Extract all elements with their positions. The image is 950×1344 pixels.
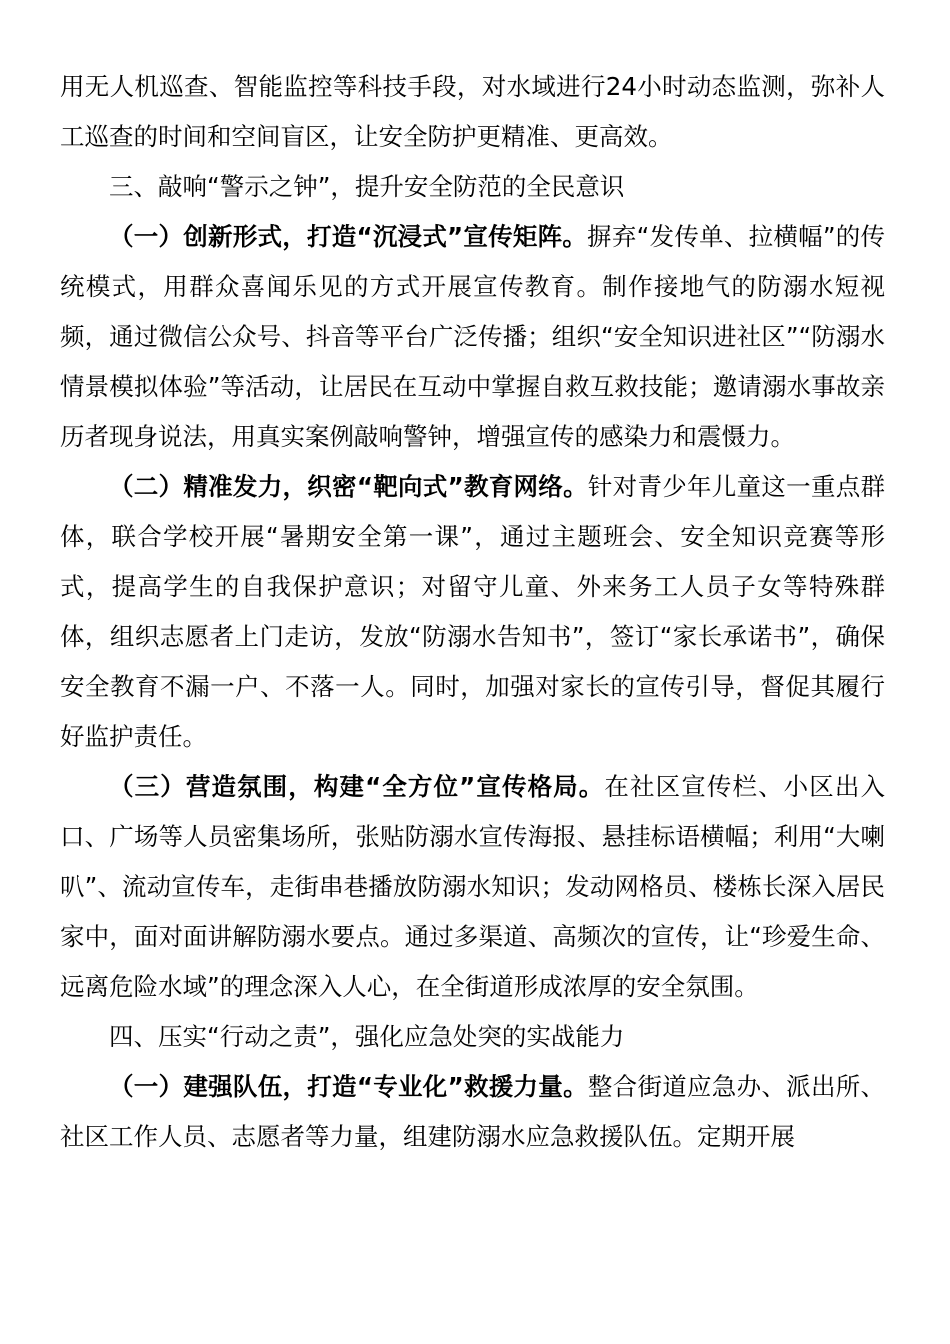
subsection-title: （三）营造氛围，构建“全方位”宣传格局。 (109, 772, 605, 801)
document-page (60, 62, 885, 1162)
section-heading-text: 三、敲响“警示之钟”，提升安全防范的全民意识 (109, 172, 625, 201)
section-heading-text: 四、压实“行动之责”，强化应急处突的实战能力 (109, 1022, 625, 1051)
paragraph-text: 整合街道应急办、派出所、社区工作人员、志愿者等力量，组建防溺水应急救援队伍。定期开展 (60, 1072, 886, 1151)
subsection-title: （一）创新形式，打造“沉浸式”宣传矩阵。 (109, 222, 588, 251)
paragraph-text: 在社区宣传栏、小区出入口、广场等人员密集场所，张贴防溺水宣传海报、悬挂标语横幅；利用“大喇叭”、流动宣传车，走街串巷播放防溺水知识；发动网格员、楼栋长深入居民家中，面对面讲解防溺水要点。通过多渠道、高频次的宣传，让“珍爱生命、远离危险水域”的理念深入人心，在全街道形成浓厚的安全氛围。 (60, 772, 886, 1001)
paragraph-text: 用无人机巡查、智能监控等科技手段，对水域进行24小时动态监测，弥补人工巡查的时间和空间盲区，让安全防护更精准、更高效。 (60, 72, 885, 151)
paragraph-3-2 (60, 462, 885, 762)
subsection-title: （一）建强队伍，打造“专业化”救援力量。 (109, 1072, 588, 1101)
paragraph-3-3 (60, 762, 885, 1012)
section-heading-3 (60, 162, 885, 212)
section-heading-4 (60, 1012, 885, 1062)
paragraph-continuation (60, 62, 885, 162)
paragraph-text: 针对青少年儿童这一重点群体，联合学校开展“暑期安全第一课”，通过主题班会、安全知识竞赛等形式，提高学生的自我保护意识；对留守儿童、外来务工人员子女等特殊群体，组织志愿者上门走访，发放“防溺水告知书”，签订“家长承诺书”，确保安全教育不漏一户、不落一人。同时，加强对家长的宣传引导，督促其履行好监护责任。 (60, 472, 886, 751)
subsection-title: （二）精准发力，织密“靶向式”教育网络。 (109, 472, 588, 501)
paragraph-text: 摒弃“发传单、拉横幅”的传统模式，用群众喜闻乐见的方式开展宣传教育。制作接地气的防溺水短视频，通过微信公众号、抖音等平台广泛传播；组织“安全知识进社区”“防溺水情景模拟体验”等活动，让居民在互动中掌握自救互救技能；邀请溺水事故亲历者现身说法，用真实案例敲响警钟，增强宣传的感染力和震慑力。 (60, 222, 886, 451)
paragraph-3-1 (60, 212, 885, 462)
paragraph-4-1 (60, 1062, 885, 1162)
